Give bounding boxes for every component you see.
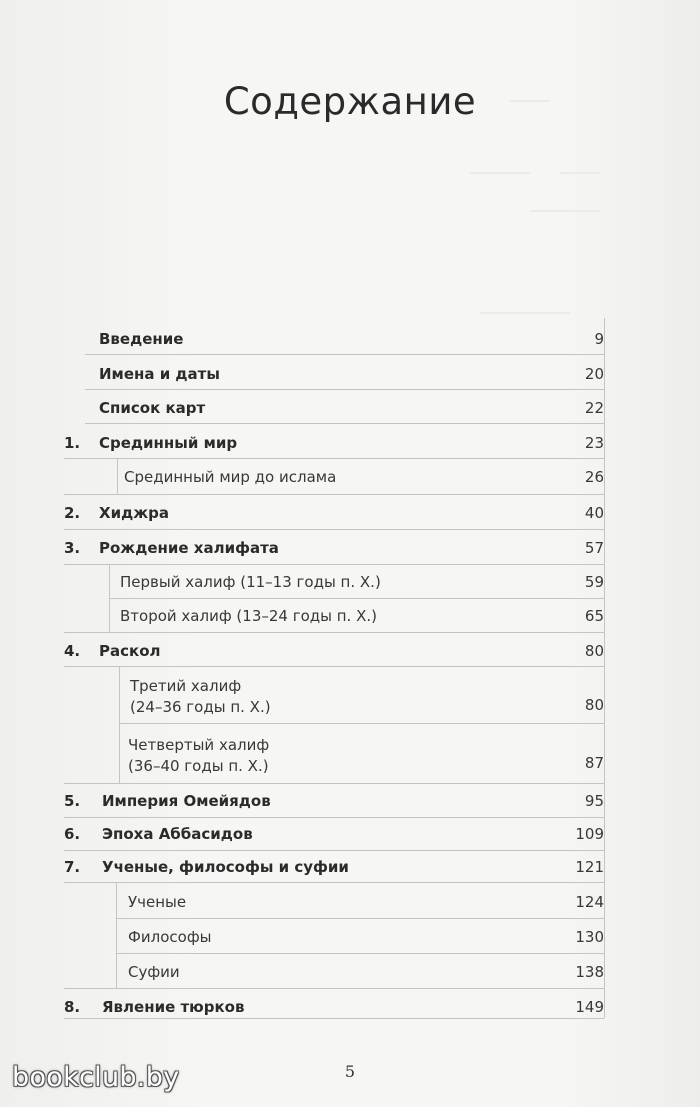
toc-entry-page: 65: [584, 607, 604, 625]
toc-rule: [64, 529, 604, 530]
toc-entry-title: Срединный мир: [99, 434, 238, 452]
toc-rule: [64, 817, 604, 818]
toc-entry-title: Четвертый халиф: [128, 736, 270, 754]
page-title: Содержание: [223, 80, 477, 123]
toc-entry-page: 95: [584, 792, 604, 810]
toc-entry-title: Ученые: [128, 893, 187, 911]
toc-rule: [64, 850, 604, 851]
toc-rule: [64, 564, 604, 565]
toc-entry-title: Империя Омейядов: [102, 792, 271, 810]
toc-rule: [64, 988, 604, 989]
toc-sub-left-border-7: [116, 882, 117, 988]
toc-entry-page: 87: [584, 754, 604, 772]
toc-entry-page: 22: [584, 399, 604, 417]
toc-entry-number: 1.: [64, 434, 81, 452]
toc-entry-page: 149: [575, 998, 604, 1016]
toc-entry-title: Суфии: [128, 963, 180, 981]
toc-rule: [116, 918, 604, 919]
toc-entry-page: 9: [594, 330, 604, 348]
toc-entry-title: Философы: [128, 928, 212, 946]
toc-rule: [64, 666, 604, 667]
toc-rule: [64, 632, 604, 633]
watermark-logo: bookclub.by: [12, 1062, 180, 1093]
toc-rule: [64, 1018, 604, 1019]
toc-entry-title: Третий халиф: [130, 677, 242, 695]
toc-entry-number: 2.: [64, 504, 81, 522]
toc-entry-title: Эпоха Аббасидов: [102, 825, 253, 843]
toc-entry-page: 109: [575, 825, 604, 843]
toc-entry-number: 6.: [64, 825, 81, 843]
toc-entry-number: 4.: [64, 642, 81, 660]
toc-sub-left-border-1: [117, 458, 118, 494]
toc-entry-number: 8.: [64, 998, 81, 1016]
toc-entry-title: Список карт: [99, 399, 206, 417]
toc-entry-title: Первый халиф (11–13 годы п. Х.): [120, 573, 381, 591]
toc-entry-page: 121: [575, 858, 604, 876]
toc-entry-page: 80: [584, 642, 604, 660]
toc-entry-number: 3.: [64, 539, 81, 557]
toc-entry-page: 130: [575, 928, 604, 946]
toc-rule: [85, 423, 604, 424]
toc-entry-title: Ученые, философы и суфии: [102, 858, 349, 876]
toc-entry-page: 23: [584, 434, 604, 452]
toc-entry-page: 80: [584, 696, 604, 714]
toc-entry-page: 57: [584, 539, 604, 557]
toc-entry-title: Хиджра: [99, 504, 169, 522]
toc-rule: [85, 389, 604, 390]
toc-rule: [109, 598, 604, 599]
toc-entry-title: Раскол: [99, 642, 161, 660]
toc-entry-page: 20: [584, 365, 604, 383]
toc-entry-page: 40: [584, 504, 604, 522]
toc-entry-title: Имена и даты: [99, 365, 220, 383]
toc-entry-number: 7.: [64, 858, 81, 876]
toc-entry-number: 5.: [64, 792, 81, 810]
toc-rule: [64, 882, 604, 883]
toc-entry-title: Рождение халифата: [99, 539, 279, 557]
toc-entry-page: 138: [575, 963, 604, 981]
toc-entry-title-line2: (24–36 годы п. Х.): [130, 698, 271, 716]
toc-rule: [119, 723, 604, 724]
toc-rule: [64, 458, 604, 459]
toc-entry-title: Срединный мир до ислама: [124, 468, 337, 486]
toc-rule: [116, 953, 604, 954]
toc-entry-page: 59: [584, 573, 604, 591]
toc-entry-title: Явление тюрков: [102, 998, 245, 1016]
toc-rule: [85, 354, 604, 355]
toc-rule: [64, 783, 604, 784]
page-number-footer: 5: [344, 1062, 356, 1081]
toc-entry-title: Второй халиф (13–24 годы п. Х.): [120, 607, 377, 625]
toc-right-border: [604, 318, 605, 1018]
toc-entry-page: 124: [575, 893, 604, 911]
toc-entry-title-line2: (36–40 годы п. Х.): [128, 757, 269, 775]
toc-sub-left-border-4: [119, 666, 120, 783]
toc-entry-page: 26: [584, 468, 604, 486]
toc-rule: [64, 494, 604, 495]
toc-entry-title: Введение: [99, 330, 184, 348]
